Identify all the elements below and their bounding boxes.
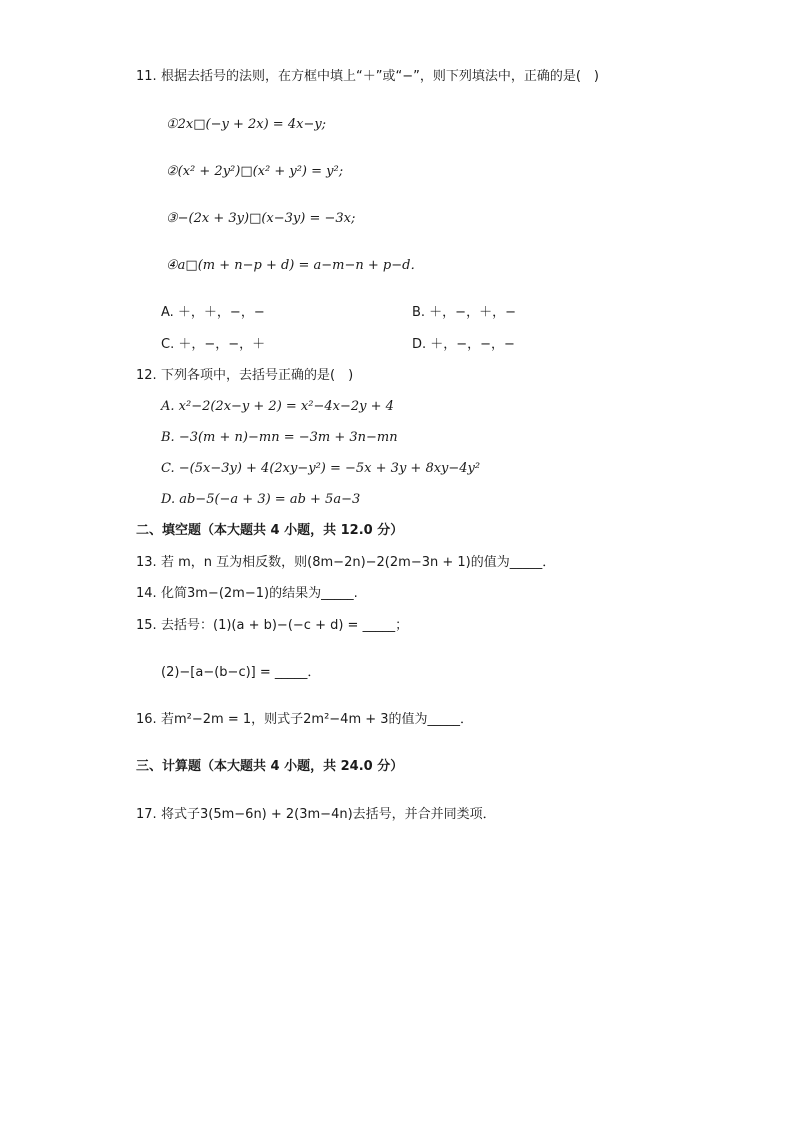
q12-option-b: B. −3(m + n)−mn = −3m + 3n−mn <box>161 430 398 445</box>
q11-stem: 根据去括号的法则，在方框中填上“＋”或“−”，则下列填法中，正确的是( ) <box>161 69 599 84</box>
q12-option-c: C. −(5x−3y) + 4(2xy−y²) = −5x + 3y + 8xy−4y² <box>161 461 481 476</box>
q11-number: 11. <box>136 69 157 84</box>
q15-text: 去括号：(1)(a + b)−(−c + d) = _____； <box>161 618 409 633</box>
q11-item-1: ①2x□(−y + 2x) = 4x−y; <box>166 117 327 132</box>
q11-option-b: B. ＋，−，＋，− <box>412 305 516 320</box>
q12-option-d: D. ab−5(−a + 3) = ab + 5a−3 <box>161 492 361 507</box>
q11-option-a: A. ＋，＋，−，− <box>161 305 265 320</box>
q11-option-c: C. ＋，−，−，＋ <box>161 337 266 352</box>
q14-number: 14. <box>136 586 157 601</box>
q11-item-4: ④a□(m + n−p + d) = a−m−n + p−d． <box>166 258 424 273</box>
q12-number: 12. <box>136 368 157 383</box>
q13-number: 13. <box>136 555 157 570</box>
q15-text-2: (2)−[a−(b−c)] = _____． <box>161 665 321 680</box>
q11-item-2: ②(x² + 2y²)□(x² + y²) = y²; <box>166 164 344 179</box>
q13-text: 若 m，n 互为相反数，则(8m−2n)−2(2m−3n + 1)的值为_____． <box>161 555 556 570</box>
q12-option-a: A. x²−2(2x−y + 2) = x²−4x−2y + 4 <box>161 399 394 414</box>
q11-item-3: ③−(2x + 3y)□(x−3y) = −3x; <box>166 211 356 226</box>
q11-option-d: D. ＋，−，−，− <box>412 337 515 352</box>
q16-number: 16. <box>136 712 157 727</box>
q17-text: 将式子3(5m−6n) + 2(3m−4n)去括号，并合并同类项． <box>161 807 496 822</box>
q16-text: 若m²−2m = 1，则式子2m²−4m + 3的值为_____． <box>161 712 474 727</box>
q14-text: 化简3m−(2m−1)的结果为_____. <box>161 586 358 601</box>
section-fill-in-heading: 二、填空题（本大题共 4 小题，共 12.0 分） <box>136 523 404 538</box>
q15-number: 15. <box>136 618 157 633</box>
section-calc-heading: 三、计算题（本大题共 4 小题，共 24.0 分） <box>136 759 404 774</box>
q17-number: 17. <box>136 807 157 822</box>
q12-stem: 下列各项中，去括号正确的是( ) <box>161 368 354 383</box>
